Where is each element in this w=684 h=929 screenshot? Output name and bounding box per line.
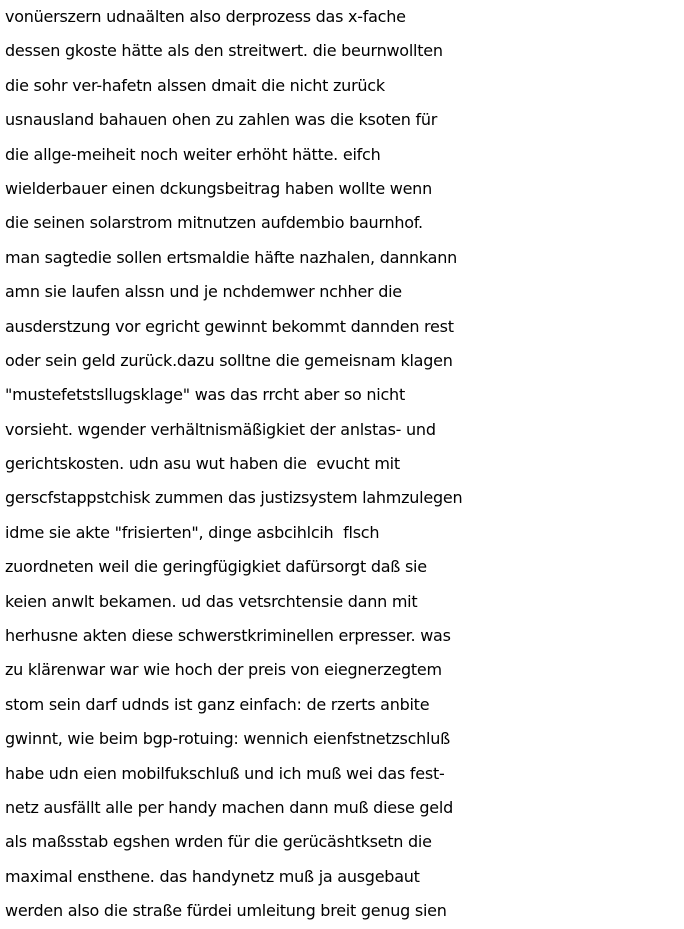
- body-text: [5, 0, 684, 929]
- text-line: keien anwlt bekamen. ud das vetsrchtensie dann mit: [5, 591, 418, 611]
- text-line: gwinnt, wie beim bgp-rotuing: wennich eienfstnetzschluß: [5, 729, 450, 749]
- text-line: die sohr ver-hafetn alssen dmait die nicht zurück: [5, 75, 385, 95]
- text-line: stom sein darf udnds ist ganz einfach: de rzerts anbite: [5, 694, 430, 714]
- text-line: die allge-meiheit noch weiter erhöht hätte. eifch: [5, 144, 381, 164]
- text-line: gerichtskosten. udn asu wut haben die evucht mit: [5, 454, 400, 474]
- text-line: oder sein geld zurück.dazu solltne die gemeisnam klagen: [5, 350, 453, 370]
- text-line: als maßsstab egshen wrden für die gerücäshtksetn die: [5, 832, 432, 852]
- text-line: zuordneten weil die geringfügigkiet dafürsorgt daß sie: [5, 557, 427, 577]
- text-line: maximal ensthene. das handynetz muß ja ausgebaut: [5, 866, 420, 886]
- text-line: werden also die straße fürdei umleitung breit genug sien: [5, 901, 447, 921]
- text-line: vorsieht. wgender verhältnismäßigkiet der anlstas- und: [5, 419, 436, 439]
- text-line: man sagtedie sollen ertsmaldie häfte nazhalen, dannkann: [5, 247, 457, 267]
- text-line: idme sie akte "frisierten", dinge asbcihlcih flsch: [5, 522, 380, 542]
- text-line: zu klärenwar war wie hoch der preis von eiegnerzegtem: [5, 660, 442, 680]
- text-line: die seinen solarstrom mitnutzen aufdembio baurnhof.: [5, 213, 423, 233]
- text-line: habe udn eien mobilfukschluß und ich muß wei das fest-: [5, 763, 445, 783]
- text-line: dessen gkoste hätte als den streitwert. die beurnwollten: [5, 41, 443, 61]
- text-line: gerscfstappstchisk zummen das justizsystem lahmzulegen: [5, 488, 463, 508]
- text-line: "mustefetstsllugsklage" was das rrcht aber so nicht: [5, 385, 405, 405]
- text-line: netz ausfällt alle per handy machen dann muß diese geld: [5, 797, 453, 817]
- text-line: ausderstzung vor egricht gewinnt bekommt dannden rest: [5, 316, 454, 336]
- text-line: usnausland bahauen ohen zu zahlen was die ksoten für: [5, 110, 438, 130]
- text-line: vonüerszern udnaälten also derprozess das x-fache: [5, 7, 406, 26]
- text-line: herhusne akten diese schwerstkriminellen erpresser. was: [5, 626, 451, 646]
- text-line: amn sie laufen alssn und je nchdemwer nchher die: [5, 282, 402, 302]
- text-line: wielderbauer einen dckungsbeitrag haben wollte wenn: [5, 178, 432, 198]
